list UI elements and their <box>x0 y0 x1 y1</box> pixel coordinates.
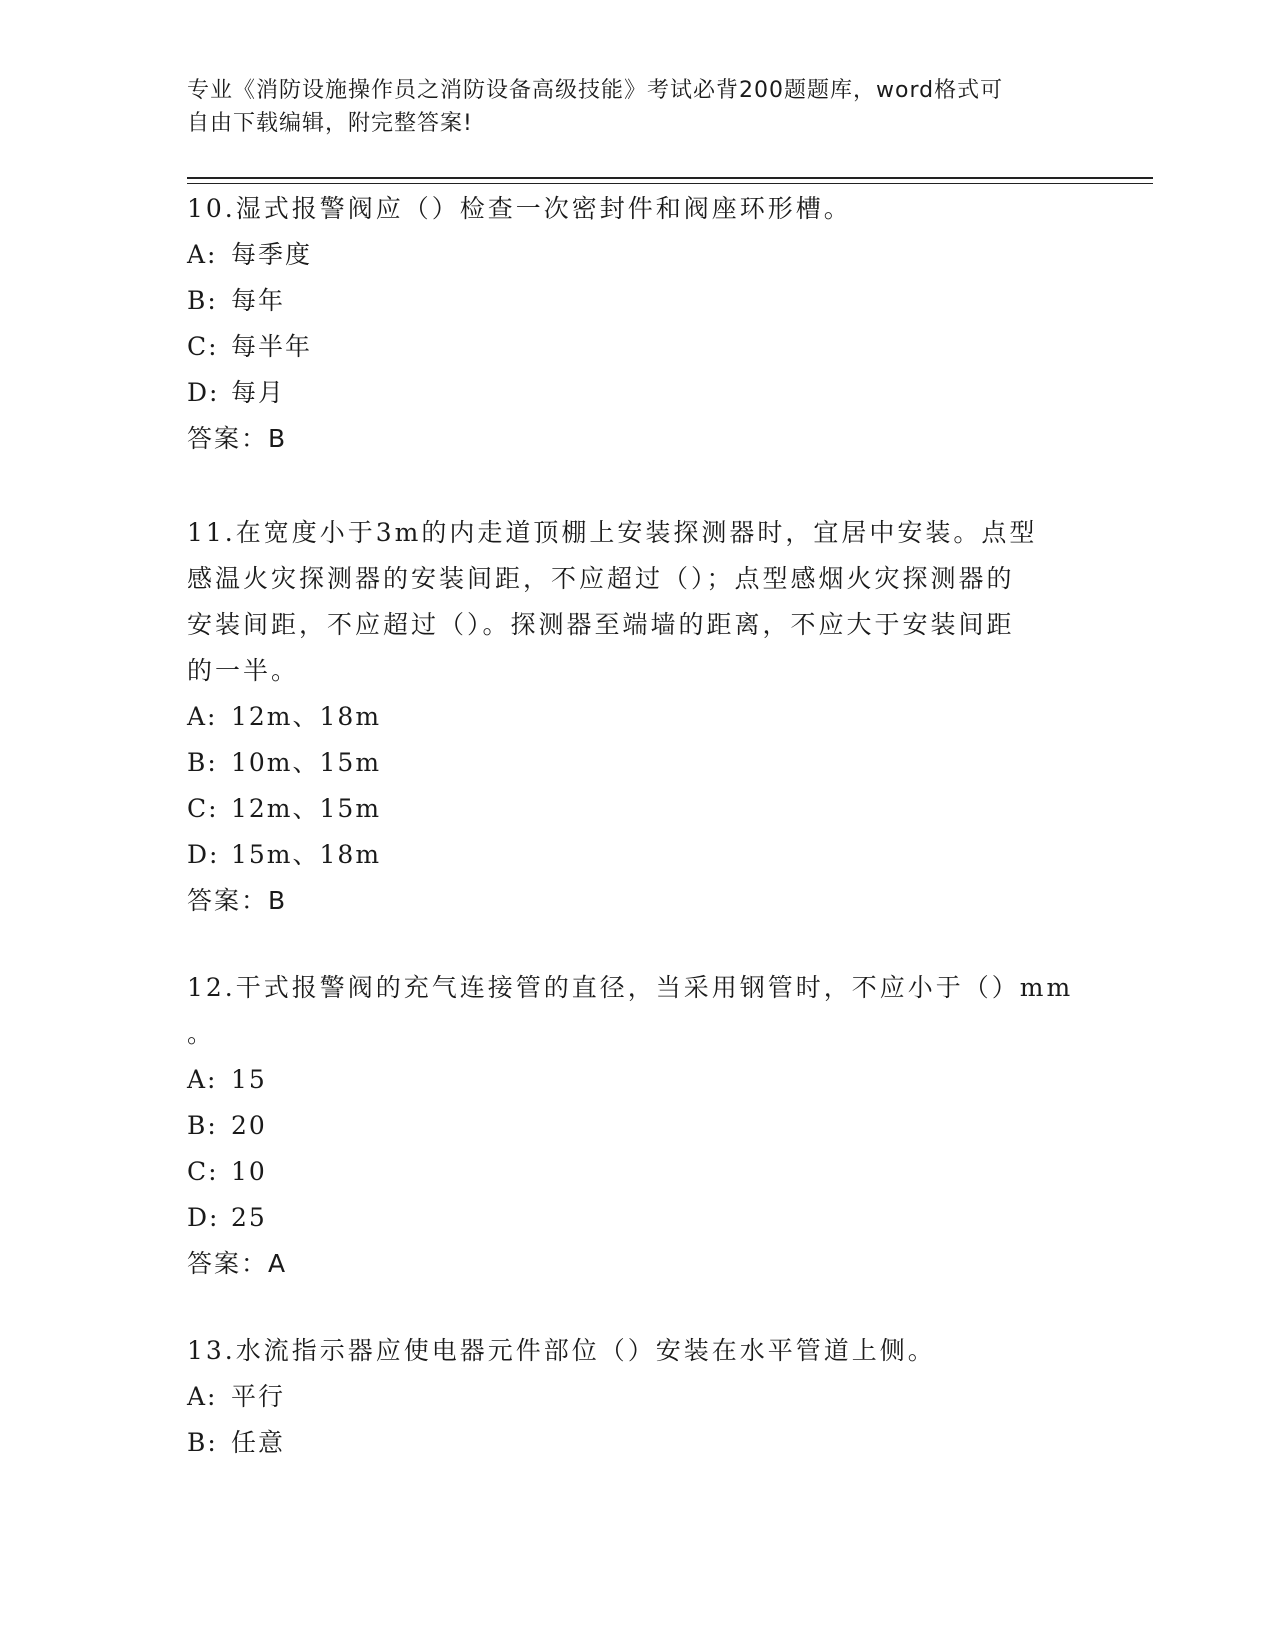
option-letter: B: <box>187 1428 218 1457</box>
option-text: 每年 <box>231 286 286 315</box>
answer-line: 答案：B <box>187 886 288 915</box>
option-text: 12m、15m <box>231 794 382 823</box>
option-letter: C: <box>187 332 219 361</box>
option-letter: B: <box>187 286 218 315</box>
option-b <box>187 278 1087 324</box>
question-stem: 10.湿式报警阀应（）检查一次密封件和阀座环形槽。 <box>187 194 852 223</box>
document-header <box>187 74 1067 140</box>
question-13 <box>187 1328 1087 1466</box>
header-line-1: 专业《消防设施操作员之消防设备高级技能》考试必背200题题库，word格式可 <box>187 78 1004 103</box>
option-letter: C: <box>187 794 219 823</box>
option-c <box>187 1149 1087 1195</box>
header-divider-thin <box>187 183 1153 184</box>
option-c <box>187 786 1087 832</box>
option-letter: D: <box>187 840 220 869</box>
question-stem-line: 11.在宽度小于3m的内走道顶棚上安装探测器时，宜居中安装。点型 <box>187 518 1038 547</box>
option-text: 每月 <box>231 378 286 407</box>
question-stem-line: 12.干式报警阀的充气连接管的直径，当采用钢管时，不应小于（）mm <box>187 973 1074 1002</box>
option-letter: A: <box>187 702 218 731</box>
question-stem-line: 的一半。 <box>187 656 300 685</box>
option-d <box>187 832 1087 878</box>
option-text: 平行 <box>231 1382 286 1411</box>
option-text: 每季度 <box>231 240 313 269</box>
option-text: 10m、15m <box>231 748 382 777</box>
option-text: 任意 <box>231 1428 286 1457</box>
option-text: 每半年 <box>231 332 313 361</box>
option-d <box>187 1195 1087 1241</box>
option-letter: D: <box>187 1203 220 1232</box>
option-text: 20 <box>231 1111 267 1140</box>
option-letter: B: <box>187 1111 218 1140</box>
header-line-2: 自由下载编辑，附完整答案! <box>187 111 473 136</box>
option-text: 25 <box>231 1203 267 1232</box>
option-d <box>187 370 1087 416</box>
option-letter: A: <box>187 1065 218 1094</box>
option-a <box>187 1374 1087 1420</box>
option-b <box>187 1420 1087 1466</box>
question-stem-line: 。 <box>187 1019 216 1048</box>
option-letter: A: <box>187 240 218 269</box>
option-a <box>187 1057 1087 1103</box>
answer-line: 答案：A <box>187 1249 288 1278</box>
header-divider-thick <box>187 177 1153 179</box>
question-stem-line: 安装间距，不应超过（）。探测器至端墙的距离，不应大于安装间距 <box>187 610 1015 639</box>
option-text: 15m、18m <box>231 840 382 869</box>
option-a <box>187 232 1087 278</box>
question-12 <box>187 965 1087 1287</box>
option-letter: D: <box>187 378 220 407</box>
option-a <box>187 694 1087 740</box>
option-text: 12m、18m <box>231 702 382 731</box>
option-c <box>187 324 1087 370</box>
option-b <box>187 740 1087 786</box>
question-stem: 13.水流指示器应使电器元件部位（）安装在水平管道上侧。 <box>187 1336 936 1365</box>
option-text: 15 <box>231 1065 267 1094</box>
question-stem-line: 感温火灾探测器的安装间距，不应超过（）；点型感烟火灾探测器的 <box>187 564 1015 593</box>
option-letter: C: <box>187 1157 219 1186</box>
answer-line: 答案：B <box>187 424 288 453</box>
option-letter: A: <box>187 1382 218 1411</box>
question-10 <box>187 186 1087 462</box>
option-text: 10 <box>231 1157 267 1186</box>
option-letter: B: <box>187 748 218 777</box>
question-11 <box>187 510 1087 924</box>
option-b <box>187 1103 1087 1149</box>
